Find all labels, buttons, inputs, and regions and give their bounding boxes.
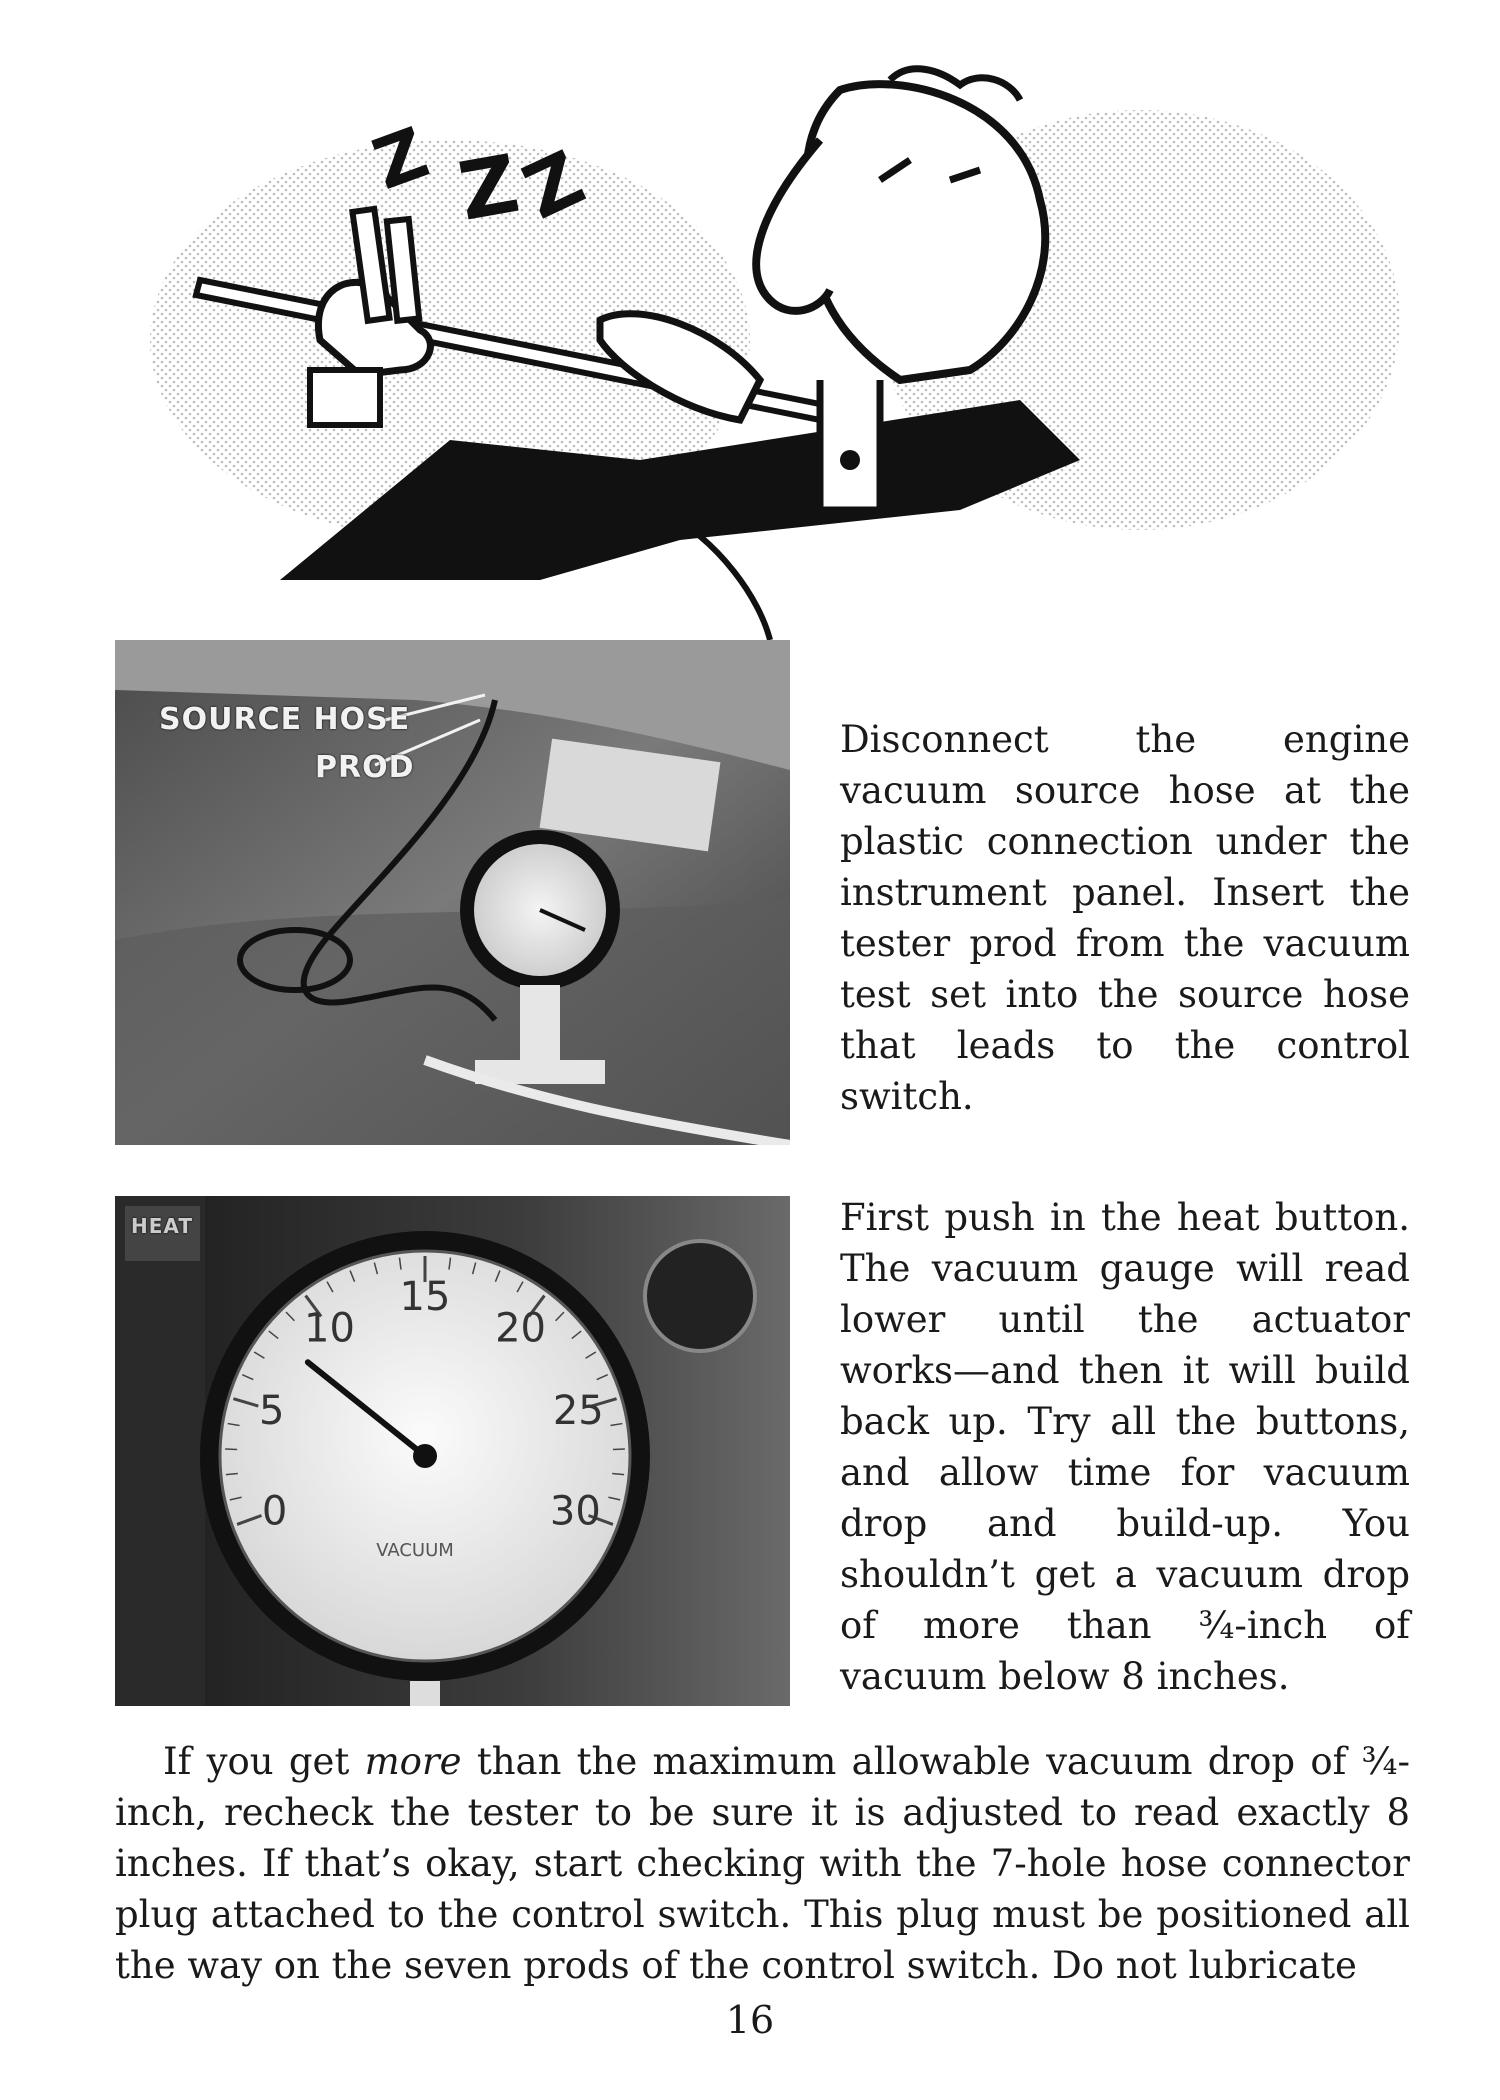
- svg-text:Z: Z: [452, 137, 526, 239]
- svg-text:Z: Z: [510, 133, 597, 237]
- p3-emphasis: more: [364, 1740, 462, 1783]
- flute-player-cartoon-illustration: [120, 40, 1420, 640]
- paragraph-push-heat-button: First push in the heat button. The vacuum gauge will read lower until the actuator works—and then it will build back up. Try all the buttons, and allow time for vacuum drop and build-up. You shouldn’t get a vacuum drop of more than ¾-inch of vacuum below 8 inches.: [840, 1196, 1410, 1698]
- gauge-number: 30: [549, 1488, 601, 1535]
- page-number: 16: [725, 1998, 775, 2042]
- vacuum-gauge-label: VACUUM: [376, 1540, 454, 1561]
- vacuum-gauge-photo: [115, 1196, 790, 1706]
- prod-label: PROD: [315, 750, 415, 785]
- paragraph-max-vacuum-drop: [115, 1736, 1410, 1991]
- paragraph-disconnect-hose: Disconnect the engine vacuum source hose at the plastic connection under the instrument panel. Insert the tester prod from the vacuum test set into the source hose that leads to the control switch.: [840, 718, 1410, 1118]
- gauge-number: 10: [304, 1305, 355, 1352]
- gauge-number: 25: [552, 1388, 604, 1435]
- svg-text:Z: Z: [362, 111, 439, 206]
- vacuum-gauge: [115, 1196, 790, 1706]
- p3-text-start: If you get: [163, 1740, 365, 1783]
- gauge-number: 15: [399, 1274, 451, 1320]
- gauge-number: 20: [495, 1305, 546, 1352]
- source-hose-label: SOURCE HOSE: [159, 702, 411, 737]
- heat-button-label: HEAT: [131, 1214, 193, 1238]
- gauge-number: 5: [258, 1388, 285, 1435]
- source-hose-photo: [115, 640, 790, 1145]
- p3-text-end: than the maximum allowable vacuum drop of ¾-inch, recheck the tester to be sure it is adjusted to read exactly 8 inches. If that’s okay, start checking with the 7-hole hose connector plug attached to the control switch. This plug must be positioned all the way on the seven prods of the control switch. Do not lubricate: [115, 1740, 1410, 1987]
- gauge-number: 0: [261, 1488, 288, 1535]
